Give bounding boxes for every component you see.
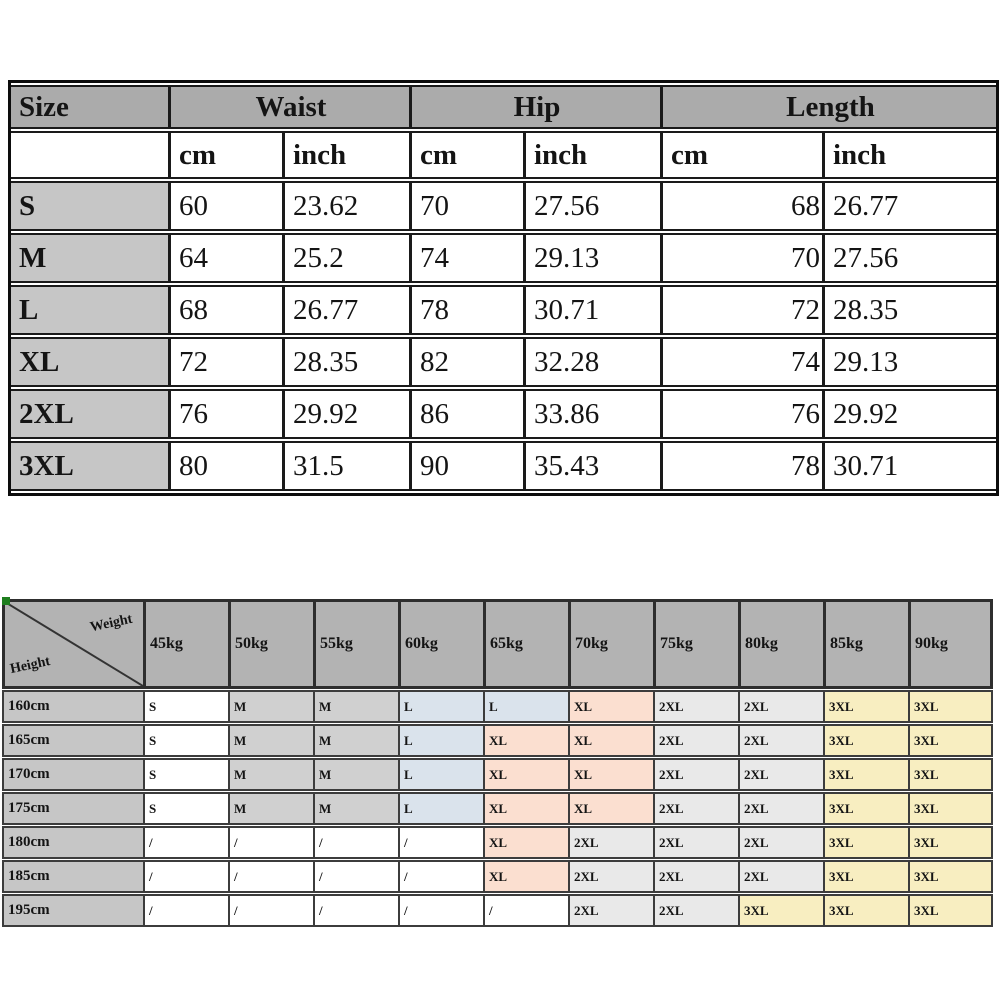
size-label: XL (11, 337, 171, 387)
fit-cell-170cm-65kg: XL (483, 758, 568, 791)
hip-group-header: Hip (412, 85, 663, 129)
fit-cell-180cm-90kg: 3XL (908, 826, 993, 859)
fit-cell-185cm-55kg: / (313, 860, 398, 893)
length-cm-value: 74 (663, 337, 825, 387)
hip-cm-value: 82 (412, 337, 526, 387)
length-cm-value: 76 (663, 389, 825, 439)
fit-cell-180cm-80kg: 2XL (738, 826, 823, 859)
fit-table-row (2, 792, 993, 825)
weight-header-70kg: 70kg (568, 599, 653, 689)
fit-cell-160cm-45kg: S (143, 690, 228, 723)
hip-inch-value: 30.71 (526, 285, 663, 335)
size-label: 3XL (11, 441, 171, 491)
waist-cm-value: 80 (171, 441, 285, 491)
hip-cm-value: 70 (412, 181, 526, 231)
waist-cm-value: 76 (171, 389, 285, 439)
fit-cell-165cm-70kg: XL (568, 724, 653, 757)
fit-table-body (2, 690, 993, 927)
hip-cm-value: 74 (412, 233, 526, 283)
fit-cell-195cm-55kg: / (313, 894, 398, 927)
fit-cell-165cm-50kg: M (228, 724, 313, 757)
weight-header-55kg: 55kg (313, 599, 398, 689)
fit-table-row (2, 724, 993, 757)
waist-cm-unit: cm (171, 131, 285, 179)
size-table (8, 80, 999, 496)
hip-cm-unit: cm (412, 131, 526, 179)
height-axis-label: Height (8, 653, 52, 678)
fit-cell-165cm-65kg: XL (483, 724, 568, 757)
fit-cell-195cm-80kg: 3XL (738, 894, 823, 927)
fit-cell-160cm-65kg: L (483, 690, 568, 723)
length-inch-value: 29.92 (825, 389, 996, 439)
fit-cell-175cm-85kg: 3XL (823, 792, 908, 825)
waist-cm-value: 64 (171, 233, 285, 283)
fit-cell-160cm-90kg: 3XL (908, 690, 993, 723)
fit-cell-170cm-45kg: S (143, 758, 228, 791)
fit-cell-160cm-60kg: L (398, 690, 483, 723)
fit-cell-165cm-75kg: 2XL (653, 724, 738, 757)
weight-header-60kg: 60kg (398, 599, 483, 689)
corner-marker (2, 597, 10, 605)
size-measurement-table-section (8, 80, 999, 496)
fit-cell-180cm-70kg: 2XL (568, 826, 653, 859)
length-inch-value: 28.35 (825, 285, 996, 335)
fit-cell-180cm-60kg: / (398, 826, 483, 859)
fit-cell-165cm-55kg: M (313, 724, 398, 757)
fit-cell-185cm-80kg: 2XL (738, 860, 823, 893)
fit-cell-165cm-60kg: L (398, 724, 483, 757)
hip-cm-value: 86 (412, 389, 526, 439)
fit-cell-175cm-80kg: 2XL (738, 792, 823, 825)
hip-inch-value: 27.56 (526, 181, 663, 231)
fit-cell-185cm-60kg: / (398, 860, 483, 893)
size-table-row (11, 233, 996, 283)
hip-inch-unit: inch (526, 131, 663, 179)
length-cm-value: 78 (663, 441, 825, 491)
fit-cell-195cm-60kg: / (398, 894, 483, 927)
fit-cell-180cm-75kg: 2XL (653, 826, 738, 859)
hip-inch-value: 29.13 (526, 233, 663, 283)
fit-cell-180cm-45kg: / (143, 826, 228, 859)
diagonal-header-cell (2, 599, 143, 689)
fit-cell-180cm-85kg: 3XL (823, 826, 908, 859)
length-inch-value: 27.56 (825, 233, 996, 283)
length-cm-value: 72 (663, 285, 825, 335)
fit-cell-160cm-80kg: 2XL (738, 690, 823, 723)
fit-cell-185cm-50kg: / (228, 860, 313, 893)
hip-cm-value: 78 (412, 285, 526, 335)
fit-cell-160cm-55kg: M (313, 690, 398, 723)
height-label: 165cm (2, 724, 143, 757)
fit-cell-180cm-50kg: / (228, 826, 313, 859)
weight-header-45kg: 45kg (143, 599, 228, 689)
fit-cell-175cm-70kg: XL (568, 792, 653, 825)
waist-cm-value: 72 (171, 337, 285, 387)
fit-cell-175cm-60kg: L (398, 792, 483, 825)
fit-cell-160cm-70kg: XL (568, 690, 653, 723)
size-label: L (11, 285, 171, 335)
waist-cm-value: 68 (171, 285, 285, 335)
fit-cell-185cm-65kg: XL (483, 860, 568, 893)
fit-table-row (2, 758, 993, 791)
fit-cell-185cm-85kg: 3XL (823, 860, 908, 893)
size-table-row (11, 389, 996, 439)
weight-header-50kg: 50kg (228, 599, 313, 689)
fit-cell-175cm-90kg: 3XL (908, 792, 993, 825)
waist-inch-value: 31.5 (285, 441, 412, 491)
fit-cell-175cm-65kg: XL (483, 792, 568, 825)
hip-inch-value: 35.43 (526, 441, 663, 491)
fit-cell-170cm-55kg: M (313, 758, 398, 791)
height-weight-fit-table-section (2, 598, 993, 928)
fit-cell-195cm-85kg: 3XL (823, 894, 908, 927)
height-label: 160cm (2, 690, 143, 723)
length-inch-unit: inch (825, 131, 996, 179)
fit-cell-170cm-50kg: M (228, 758, 313, 791)
fit-cell-170cm-75kg: 2XL (653, 758, 738, 791)
hip-cm-value: 90 (412, 441, 526, 491)
weight-axis-label: Weight (89, 611, 134, 636)
height-label: 180cm (2, 826, 143, 859)
fit-table-header-row (2, 599, 993, 689)
fit-cell-170cm-70kg: XL (568, 758, 653, 791)
weight-header-90kg: 90kg (908, 599, 993, 689)
height-label: 195cm (2, 894, 143, 927)
waist-inch-value: 26.77 (285, 285, 412, 335)
fit-cell-185cm-70kg: 2XL (568, 860, 653, 893)
waist-inch-value: 28.35 (285, 337, 412, 387)
height-label: 185cm (2, 860, 143, 893)
fit-table-row (2, 860, 993, 893)
size-column-header: Size (11, 85, 171, 129)
length-inch-value: 29.13 (825, 337, 996, 387)
fit-cell-195cm-75kg: 2XL (653, 894, 738, 927)
waist-inch-value: 29.92 (285, 389, 412, 439)
size-table-group-header-row (11, 85, 996, 129)
height-label: 170cm (2, 758, 143, 791)
size-table-unit-header-row (11, 131, 996, 179)
fit-cell-185cm-75kg: 2XL (653, 860, 738, 893)
fit-cell-170cm-85kg: 3XL (823, 758, 908, 791)
size-label: 2XL (11, 389, 171, 439)
fit-table-row (2, 894, 993, 927)
size-table-row (11, 181, 996, 231)
fit-cell-180cm-65kg: XL (483, 826, 568, 859)
fit-cell-195cm-45kg: / (143, 894, 228, 927)
fit-table (2, 598, 993, 928)
size-table-body (11, 181, 996, 491)
length-group-header: Length (663, 85, 996, 129)
length-cm-value: 68 (663, 181, 825, 231)
waist-group-header: Waist (171, 85, 412, 129)
fit-cell-195cm-65kg: / (483, 894, 568, 927)
fit-cell-170cm-60kg: L (398, 758, 483, 791)
fit-cell-160cm-75kg: 2XL (653, 690, 738, 723)
fit-table-row (2, 826, 993, 859)
weight-header-75kg: 75kg (653, 599, 738, 689)
fit-cell-165cm-80kg: 2XL (738, 724, 823, 757)
length-cm-value: 70 (663, 233, 825, 283)
hip-inch-value: 32.28 (526, 337, 663, 387)
size-label: M (11, 233, 171, 283)
waist-inch-value: 25.2 (285, 233, 412, 283)
fit-cell-175cm-75kg: 2XL (653, 792, 738, 825)
fit-cell-175cm-45kg: S (143, 792, 228, 825)
size-table-row (11, 441, 996, 491)
waist-inch-unit: inch (285, 131, 412, 179)
fit-cell-185cm-45kg: / (143, 860, 228, 893)
fit-table-row (2, 690, 993, 723)
fit-cell-160cm-50kg: M (228, 690, 313, 723)
height-label: 175cm (2, 792, 143, 825)
fit-cell-165cm-85kg: 3XL (823, 724, 908, 757)
fit-cell-195cm-50kg: / (228, 894, 313, 927)
fit-cell-170cm-80kg: 2XL (738, 758, 823, 791)
fit-cell-180cm-55kg: / (313, 826, 398, 859)
waist-inch-value: 23.62 (285, 181, 412, 231)
waist-cm-value: 60 (171, 181, 285, 231)
length-cm-unit: cm (663, 131, 825, 179)
length-inch-value: 30.71 (825, 441, 996, 491)
length-inch-value: 26.77 (825, 181, 996, 231)
weight-header-80kg: 80kg (738, 599, 823, 689)
fit-cell-160cm-85kg: 3XL (823, 690, 908, 723)
fit-cell-185cm-90kg: 3XL (908, 860, 993, 893)
fit-cell-165cm-45kg: S (143, 724, 228, 757)
fit-cell-175cm-55kg: M (313, 792, 398, 825)
fit-cell-195cm-90kg: 3XL (908, 894, 993, 927)
size-table-row (11, 337, 996, 387)
weight-header-85kg: 85kg (823, 599, 908, 689)
empty-corner-cell (11, 131, 171, 179)
hip-inch-value: 33.86 (526, 389, 663, 439)
weight-header-65kg: 65kg (483, 599, 568, 689)
fit-cell-195cm-70kg: 2XL (568, 894, 653, 927)
fit-cell-175cm-50kg: M (228, 792, 313, 825)
size-label: S (11, 181, 171, 231)
fit-cell-165cm-90kg: 3XL (908, 724, 993, 757)
size-table-row (11, 285, 996, 335)
fit-cell-170cm-90kg: 3XL (908, 758, 993, 791)
